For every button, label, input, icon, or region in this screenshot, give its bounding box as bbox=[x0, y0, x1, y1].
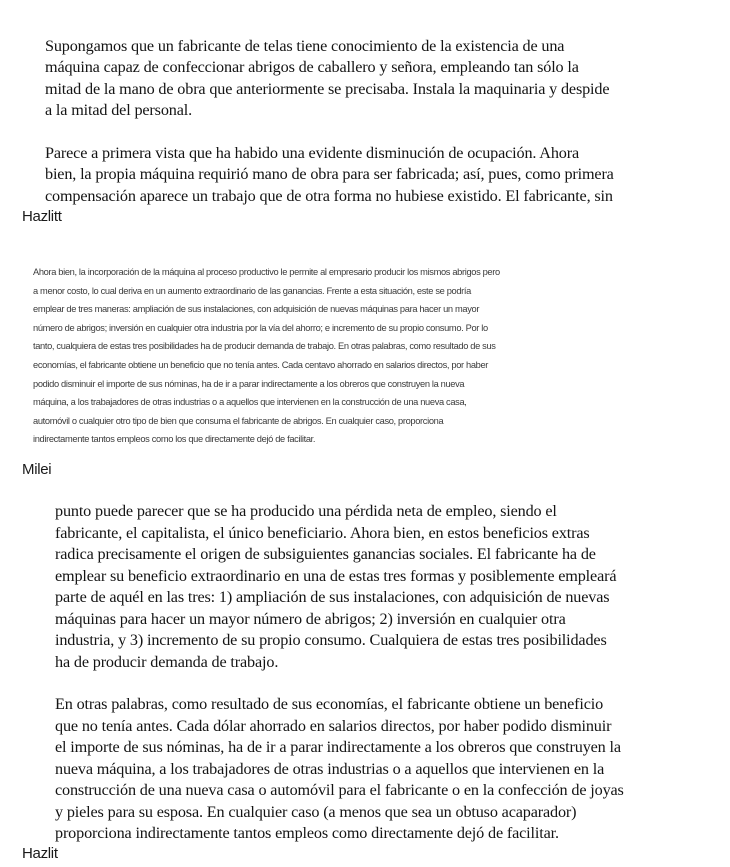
text-line: podido disminuir el importe de sus nóminas, ha de ir a parar indirectamente a los obreros que construyen la nueva bbox=[33, 378, 465, 389]
excerpt-milei bbox=[33, 263, 713, 449]
text-line: Parece a primera vista que ha habido una evidente disminución de ocupación. Ahora bbox=[45, 144, 579, 163]
text-line: punto puede parecer que se ha producido una pérdida neta de empleo, siendo el bbox=[55, 502, 557, 520]
text-line: mitad de la mano de obra que anteriormente se precisaba. Instala la maquinaria y despide bbox=[45, 79, 610, 98]
paragraph bbox=[55, 501, 725, 673]
text-line: Supongamos que un fabricante de telas tiene conocimiento de la existencia de una bbox=[45, 37, 565, 55]
text-line: tanto, cualquiera de estas tres posibilidades ha de producir demanda de trabajo. En otras palabras, como resultado de sus bbox=[33, 341, 496, 352]
text-line: automóvil o cualquier otro tipo de bien que consuma el fabricante de abrigos. En cualquier caso, proporciona bbox=[33, 415, 444, 426]
text-line: compensación aparece un trabajo que de otra forma no hubiese existido. El fabricante, sin bbox=[45, 186, 613, 205]
text-line: nueva máquina, a los trabajadores de otras industrias o a aquellos que intervienen en la bbox=[55, 759, 605, 778]
source-label-hazlitt: Hazlitt bbox=[22, 208, 62, 225]
text-line: número de abrigos; inversión en cualquier otra industria por la vía del ahorro; e incremento de su propio consumo. Por lo bbox=[33, 322, 488, 333]
text-line: máquina, a los trabajadores de otras industrias o a aquellos que intervienen en la construcción de una nueva casa, bbox=[33, 397, 467, 408]
text-line: el importe de sus nóminas, ha de ir a parar indirectamente a los obreros que construyen la bbox=[55, 738, 621, 756]
text-line: fabricante, el capitalista, el único beneficiario. Ahora bien, en estos beneficios extras bbox=[55, 523, 590, 542]
text-line: y pieles para su esposa. En cualquier caso (a menos que sea un obtuso acaparador) bbox=[55, 802, 577, 821]
text-line: construcción de una nueva casa o automóvil para el fabricante o en la confección de joyas bbox=[55, 781, 624, 799]
text-line: que no tenía antes. Cada dólar ahorrado en salarios directos, por haber podido disminuir bbox=[55, 716, 612, 735]
excerpt-hazlitt-2 bbox=[55, 501, 725, 845]
excerpt-hazlitt-1 bbox=[45, 36, 715, 207]
text-line: indirectamente tantos empleos como los que directamente dejó de facilitar. bbox=[33, 434, 316, 445]
text-line: máquina capaz de confeccionar abrigos de caballero y señora, empleando tan sólo la bbox=[45, 58, 579, 77]
text-line: industria, y 3) incremento de su propio consumo. Cualquiera de estas tres posibilidades bbox=[55, 631, 607, 649]
text-line: parte de aquél en las tres: 1) ampliación de sus instalaciones, con adquisición de nuevas bbox=[55, 588, 610, 606]
text-line: Ahora bien, la incorporación de la máquina al proceso productivo le permite al empresario producir los mismos abrigos pero bbox=[33, 267, 500, 277]
paragraph bbox=[45, 36, 715, 121]
text-line: máquinas para hacer un mayor número de abrigos; 2) inversión en cualquier otra bbox=[55, 609, 566, 628]
source-label-milei: Milei bbox=[22, 461, 52, 478]
text-line: En otras palabras, como resultado de sus economías, el fabricante obtiene un beneficio bbox=[55, 695, 604, 713]
text-line: radica precisamente el origen de subsiguientes ganancias sociales. El fabricante ha de bbox=[55, 545, 596, 563]
text-line: emplear de tres maneras: ampliación de sus instalaciones, con adquisición de nuevas máquinas para hacer un mayor bbox=[33, 304, 480, 315]
text-line: proporciona indirectamente tantos empleos como directamente dejó de facilitar. bbox=[55, 824, 559, 842]
text-line: a la mitad del personal. bbox=[45, 100, 192, 119]
text-line: bien, la propia máquina requirió mano de obra para ser fabricada; así, pues, como primera bbox=[45, 165, 614, 184]
paragraph bbox=[33, 263, 713, 449]
text-line: ha de producir demanda de trabajo. bbox=[55, 652, 279, 671]
paragraph bbox=[55, 694, 725, 845]
paragraph bbox=[45, 143, 715, 207]
source-label-hazlit: Hazlit bbox=[22, 845, 58, 862]
text-line: economías, el fabricante obtiene un beneficio que no tenía antes. Cada centavo ahorrado en salarios directos, por haber bbox=[33, 359, 489, 370]
text-line: a menor costo, lo cual deriva en un aumento extraordinario de las ganancias. Frente a esta situación, este se podría bbox=[33, 285, 471, 296]
text-line: emplear su beneficio extraordinario en una de estas tres formas y posiblemente empleará bbox=[55, 566, 617, 585]
